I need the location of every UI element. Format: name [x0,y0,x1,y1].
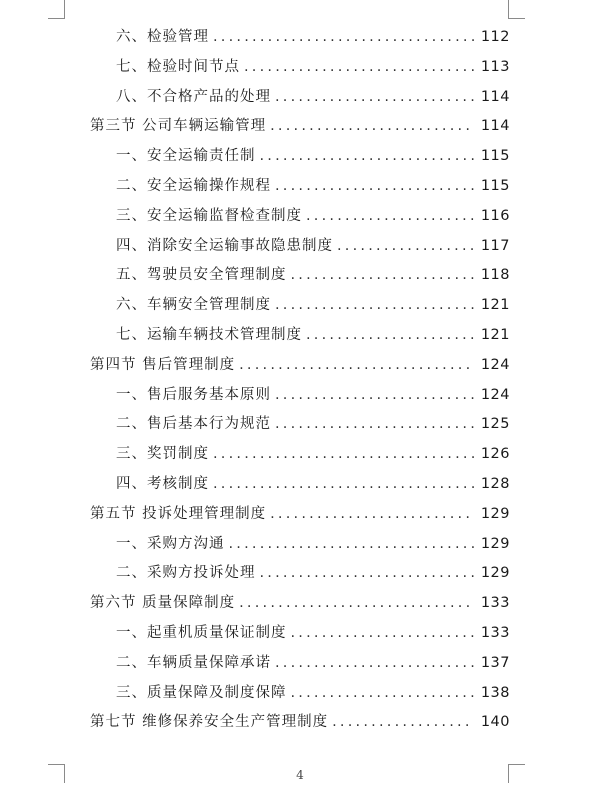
dot-leader [306,202,474,232]
toc-entry-title: 第六节 质量保障制度 [90,595,236,612]
toc-entry-page-number: 140 [480,714,510,731]
toc-entry-title: 第三节 公司车辆运输管理 [90,118,267,135]
toc-entry[interactable] [90,321,510,351]
dot-leader [275,83,474,113]
toc-entry[interactable] [90,470,510,500]
toc-entry-page-number: 115 [480,177,510,194]
dot-leader [275,649,474,679]
crop-mark-top-right [508,0,525,19]
toc-entry-page-number: 124 [480,386,510,403]
toc-entry-page-number: 124 [480,356,510,373]
toc-entry-title: 第五节 投诉处理管理制度 [90,505,267,522]
toc-entry[interactable] [90,619,510,649]
toc-entry[interactable] [90,172,510,202]
toc-entry-page-number: 133 [480,624,510,641]
toc-entry-title: 四、考核制度 [116,475,209,492]
toc-entry[interactable] [90,381,510,411]
toc-section-entry[interactable] [90,351,510,381]
toc-entry-page-number: 138 [480,684,510,701]
dot-leader [213,440,474,470]
toc-entry-page-number: 114 [480,88,510,105]
toc-entry[interactable] [90,261,510,291]
page-number: 4 [296,768,304,782]
dot-leader [244,53,474,83]
dot-leader [275,410,474,440]
toc-entry-page-number: 118 [480,267,510,284]
toc-entry-page-number: 126 [480,446,510,463]
dot-leader [291,619,475,649]
toc-entry-page-number: 121 [480,326,510,343]
dot-leader [239,589,474,619]
toc-entry[interactable] [90,530,510,560]
dot-leader [239,351,474,381]
toc-entry-title: 第七节 维修保养安全生产管理制度 [90,714,329,731]
dot-leader [260,142,475,172]
dot-leader [229,530,475,560]
toc-entry-title: 一、采购方沟通 [116,535,225,552]
toc-section-entry[interactable] [90,589,510,619]
toc-entry-page-number: 115 [480,148,510,165]
dot-leader [275,381,474,411]
dot-leader [213,470,474,500]
dot-leader [270,500,474,530]
toc-section-entry[interactable] [90,112,510,142]
dot-leader [291,261,475,291]
dot-leader [275,291,474,321]
toc-entry[interactable] [90,649,510,679]
dot-leader [270,112,474,142]
toc-section-entry[interactable] [90,708,510,738]
toc-entry-title: 二、车辆质量保障承诺 [116,654,271,671]
toc-entry-title: 七、检验时间节点 [116,58,240,75]
table-of-contents [90,23,510,738]
toc-entry-page-number: 125 [480,416,510,433]
toc-entry[interactable] [90,679,510,709]
toc-entry-title: 六、检验管理 [116,29,209,45]
toc-entry[interactable] [90,232,510,262]
toc-entry-page-number: 121 [480,297,510,314]
toc-entry[interactable] [90,53,510,83]
toc-entry-page-number: 137 [480,654,510,671]
crop-mark-top-left [48,0,65,19]
toc-entry-page-number: 117 [480,237,510,254]
toc-entry[interactable] [90,202,510,232]
toc-entry-page-number: 129 [480,565,510,582]
toc-entry-title: 一、售后服务基本原则 [116,386,271,403]
toc-entry[interactable] [90,23,510,53]
toc-entry-title: 七、运输车辆技术管理制度 [116,326,302,343]
dot-leader [275,172,474,202]
toc-entry-page-number: 114 [480,118,510,135]
toc-entry-page-number: 128 [480,475,510,492]
toc-entry-title: 五、驾驶员安全管理制度 [116,267,287,284]
toc-section-entry[interactable] [90,500,510,530]
toc-entry-title: 二、安全运输操作规程 [116,177,271,194]
toc-entry-title: 一、起重机质量保证制度 [116,624,287,641]
toc-entry-title: 六、车辆安全管理制度 [116,297,271,314]
toc-entry-page-number: 113 [480,58,510,75]
toc-entry-title: 三、安全运输监督检查制度 [116,207,302,224]
dot-leader [260,559,475,589]
toc-entry[interactable] [90,440,510,470]
toc-entry[interactable] [90,83,510,113]
toc-entry-title: 三、质量保障及制度保障 [116,684,287,701]
toc-entry[interactable] [90,291,510,321]
toc-entry-page-number: 112 [480,29,510,45]
toc-entry[interactable] [90,559,510,589]
dot-leader [306,321,474,351]
dot-leader [332,708,474,738]
toc-entry-page-number: 129 [480,505,510,522]
dot-leader [213,23,474,53]
toc-entry-title: 一、安全运输责任制 [116,148,256,165]
toc-entry[interactable] [90,410,510,440]
toc-entry-page-number: 133 [480,595,510,612]
toc-entry-title: 二、售后基本行为规范 [116,416,271,433]
toc-entry-title: 二、采购方投诉处理 [116,565,256,582]
toc-entry[interactable] [90,142,510,172]
toc-entry-title: 八、不合格产品的处理 [116,88,271,105]
toc-entry-page-number: 116 [480,207,510,224]
toc-entry-title: 四、消除安全运输事故隐患制度 [116,237,333,254]
toc-entry-title: 第四节 售后管理制度 [90,356,236,373]
toc-entry-title: 三、奖罚制度 [116,446,209,463]
dot-leader [337,232,474,262]
dot-leader [291,679,475,709]
toc-entry-page-number: 129 [480,535,510,552]
